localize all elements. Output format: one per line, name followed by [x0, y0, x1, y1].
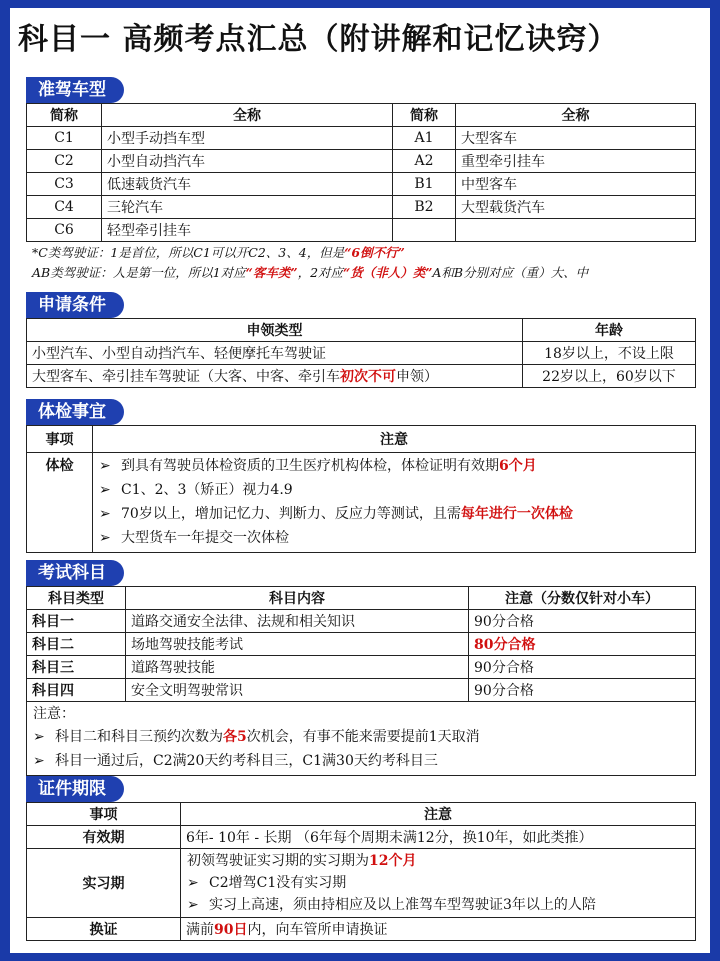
table-row — [27, 365, 696, 388]
cell: 道路驾驶技能 — [126, 656, 469, 679]
header-cell: 全称 — [102, 104, 393, 127]
cell-text: C1、2、3（矫正）视力4.9 — [121, 482, 293, 498]
subjects-bullet — [33, 749, 689, 773]
subjects-table — [26, 586, 696, 776]
cell: 22岁以上，60岁以下 — [523, 365, 696, 388]
cell: B2 — [393, 196, 456, 219]
cell — [456, 219, 696, 242]
table-row — [27, 633, 696, 656]
cell-text: 大型货车一年提交一次体检 — [121, 530, 289, 546]
cell-text: 次机会，有事不能来需要提前1天取消 — [246, 729, 480, 745]
cell: 有效期 — [27, 826, 181, 849]
license-note-1 — [32, 243, 405, 261]
header-cell: 注意 — [181, 803, 696, 826]
table-row — [27, 127, 696, 150]
cell: 安全文明驾驶常识 — [126, 679, 469, 702]
table-row — [27, 610, 696, 633]
cell: 大型载货汽车 — [456, 196, 696, 219]
validity-line — [187, 850, 689, 872]
header-cell: 全称 — [456, 104, 696, 127]
conditions-table — [26, 318, 696, 388]
cell: C3 — [27, 173, 102, 196]
header-cell: 简称 — [27, 104, 102, 127]
cell: 90分合格 — [469, 656, 696, 679]
cell-text: 科目二和科目三预约次数为 — [55, 729, 223, 745]
section-medical: 体检事宜 — [26, 399, 124, 425]
cell: 轻型牵引挂车 — [102, 219, 393, 242]
cell: 科目二 — [27, 633, 126, 656]
table-row — [27, 702, 696, 776]
table-row — [27, 196, 696, 219]
license-table — [26, 103, 696, 242]
cell: 低速载货汽车 — [102, 173, 393, 196]
medical-bullet — [99, 526, 689, 550]
table-row — [27, 918, 696, 941]
header-cell: 注意（分数仅针对小车） — [469, 587, 696, 610]
note-text: AB类驾驶证：人是第一位，所以1对应 — [32, 265, 246, 280]
table-row — [27, 453, 696, 553]
cell: B1 — [393, 173, 456, 196]
header-cell: 事项 — [27, 426, 93, 453]
table-row — [27, 173, 696, 196]
cell — [27, 702, 696, 776]
cell: 6年- 10年 - 长期 （6年每个周期未满12分，换10年，如此类推） — [181, 826, 696, 849]
section-validity: 证件期限 — [26, 776, 124, 802]
cell: 重型牵引挂车 — [456, 150, 696, 173]
cell-text: 满前 — [186, 922, 214, 938]
header-cell: 科目内容 — [126, 587, 469, 610]
table-row — [27, 849, 696, 918]
cell-highlight: 90日 — [214, 922, 248, 938]
cell: 80分合格 — [469, 633, 696, 656]
license-note-2 — [32, 263, 588, 281]
medical-bullet — [99, 502, 689, 526]
cell — [181, 849, 696, 918]
section-conditions: 申请条件 — [26, 292, 124, 318]
cell: C4 — [27, 196, 102, 219]
note-highlight: “6倒不行” — [344, 245, 405, 260]
cell: 科目四 — [27, 679, 126, 702]
section-license-types: 准驾车型 — [26, 77, 124, 103]
header-cell: 事项 — [27, 803, 181, 826]
cell: 场地驾驶技能考试 — [126, 633, 469, 656]
note-text: A和B分别对应（重）大、中 — [432, 265, 589, 280]
cell: 小型自动挡汽车 — [102, 150, 393, 173]
note-label: 注意： — [33, 706, 75, 722]
table-row — [27, 342, 696, 365]
page-title: 科目一 高频考点汇总（附讲解和记忆诀窍） — [18, 22, 619, 57]
note-text: *C类驾驶证：1是首位，所以C1可以开C2、3、4，但是 — [32, 245, 345, 260]
cell-text: 实习上高速，须由持相应及以上准驾车型驾驶证3年以上的人陪 — [209, 897, 596, 913]
cell-text: 到具有驾驶员体检资质的卫生医疗机构体检，体检证明有效期 — [121, 458, 499, 474]
header-cell: 科目类型 — [27, 587, 126, 610]
table-row — [27, 219, 696, 242]
cell — [393, 219, 456, 242]
note-highlight: “货（非人）类” — [343, 265, 433, 280]
cell: 实习期 — [27, 849, 181, 918]
cell: C6 — [27, 219, 102, 242]
cell: C1 — [27, 127, 102, 150]
cell — [93, 453, 696, 553]
cell: A2 — [393, 150, 456, 173]
header-cell: 注意 — [93, 426, 696, 453]
cell: 三轮汽车 — [102, 196, 393, 219]
cell-highlight: 初次不可 — [340, 369, 396, 385]
header-cell: 年龄 — [523, 319, 696, 342]
cell: A1 — [393, 127, 456, 150]
cell: 道路交通安全法律、法规和相关知识 — [126, 610, 469, 633]
medical-table — [26, 425, 696, 553]
subjects-bullet — [33, 725, 689, 749]
cell-text: 申领） — [396, 369, 438, 385]
note-highlight: “客车类” — [245, 265, 298, 280]
header-cell: 简称 — [393, 104, 456, 127]
medical-bullet — [99, 478, 689, 502]
cell: 体检 — [27, 453, 93, 553]
cell: 中型客车 — [456, 173, 696, 196]
table-row — [27, 656, 696, 679]
cell: 90分合格 — [469, 610, 696, 633]
cell: C2 — [27, 150, 102, 173]
cell — [27, 365, 523, 388]
note-text: ，2对应 — [297, 265, 344, 280]
validity-bullet — [187, 894, 689, 916]
cell: 换证 — [27, 918, 181, 941]
cell: 18岁以上，不设上限 — [523, 342, 696, 365]
cell: 小型手动挡车型 — [102, 127, 393, 150]
cell: 90分合格 — [469, 679, 696, 702]
cell-highlight: 6个月 — [499, 458, 537, 474]
cell-text: 70岁以上，增加记忆力、判断力、反应力等测试，且需 — [121, 506, 461, 522]
table-row — [27, 826, 696, 849]
cell — [181, 918, 696, 941]
cell-highlight: 每年进行一次体检 — [460, 506, 573, 522]
cell: 科目一 — [27, 610, 126, 633]
cell: 科目三 — [27, 656, 126, 679]
cell-highlight: 各5 — [223, 729, 247, 745]
validity-table — [26, 802, 696, 941]
header-cell: 申领类型 — [27, 319, 523, 342]
cell-text: 科目一通过后，C2满20天约考科目三，C1满30天约考科目三 — [55, 753, 438, 769]
section-subjects: 考试科目 — [26, 560, 124, 586]
cell-text: C2增驾C1没有实习期 — [209, 875, 347, 891]
table-row — [27, 679, 696, 702]
cell-text: 大型客车、牵引挂车驾驶证（大客、中客、牵引车 — [32, 369, 340, 385]
cell: 大型客车 — [456, 127, 696, 150]
cell: 小型汽车、小型自动挡汽车、轻便摩托车驾驶证 — [27, 342, 523, 365]
cell-text: 初领驾驶证实习期的实习期为 — [187, 853, 369, 869]
table-row — [27, 150, 696, 173]
cell-text: 内，向车管所申请换证 — [247, 922, 388, 938]
validity-bullet — [187, 872, 689, 894]
medical-line — [99, 454, 689, 478]
cell-highlight: 12个月 — [369, 853, 417, 869]
